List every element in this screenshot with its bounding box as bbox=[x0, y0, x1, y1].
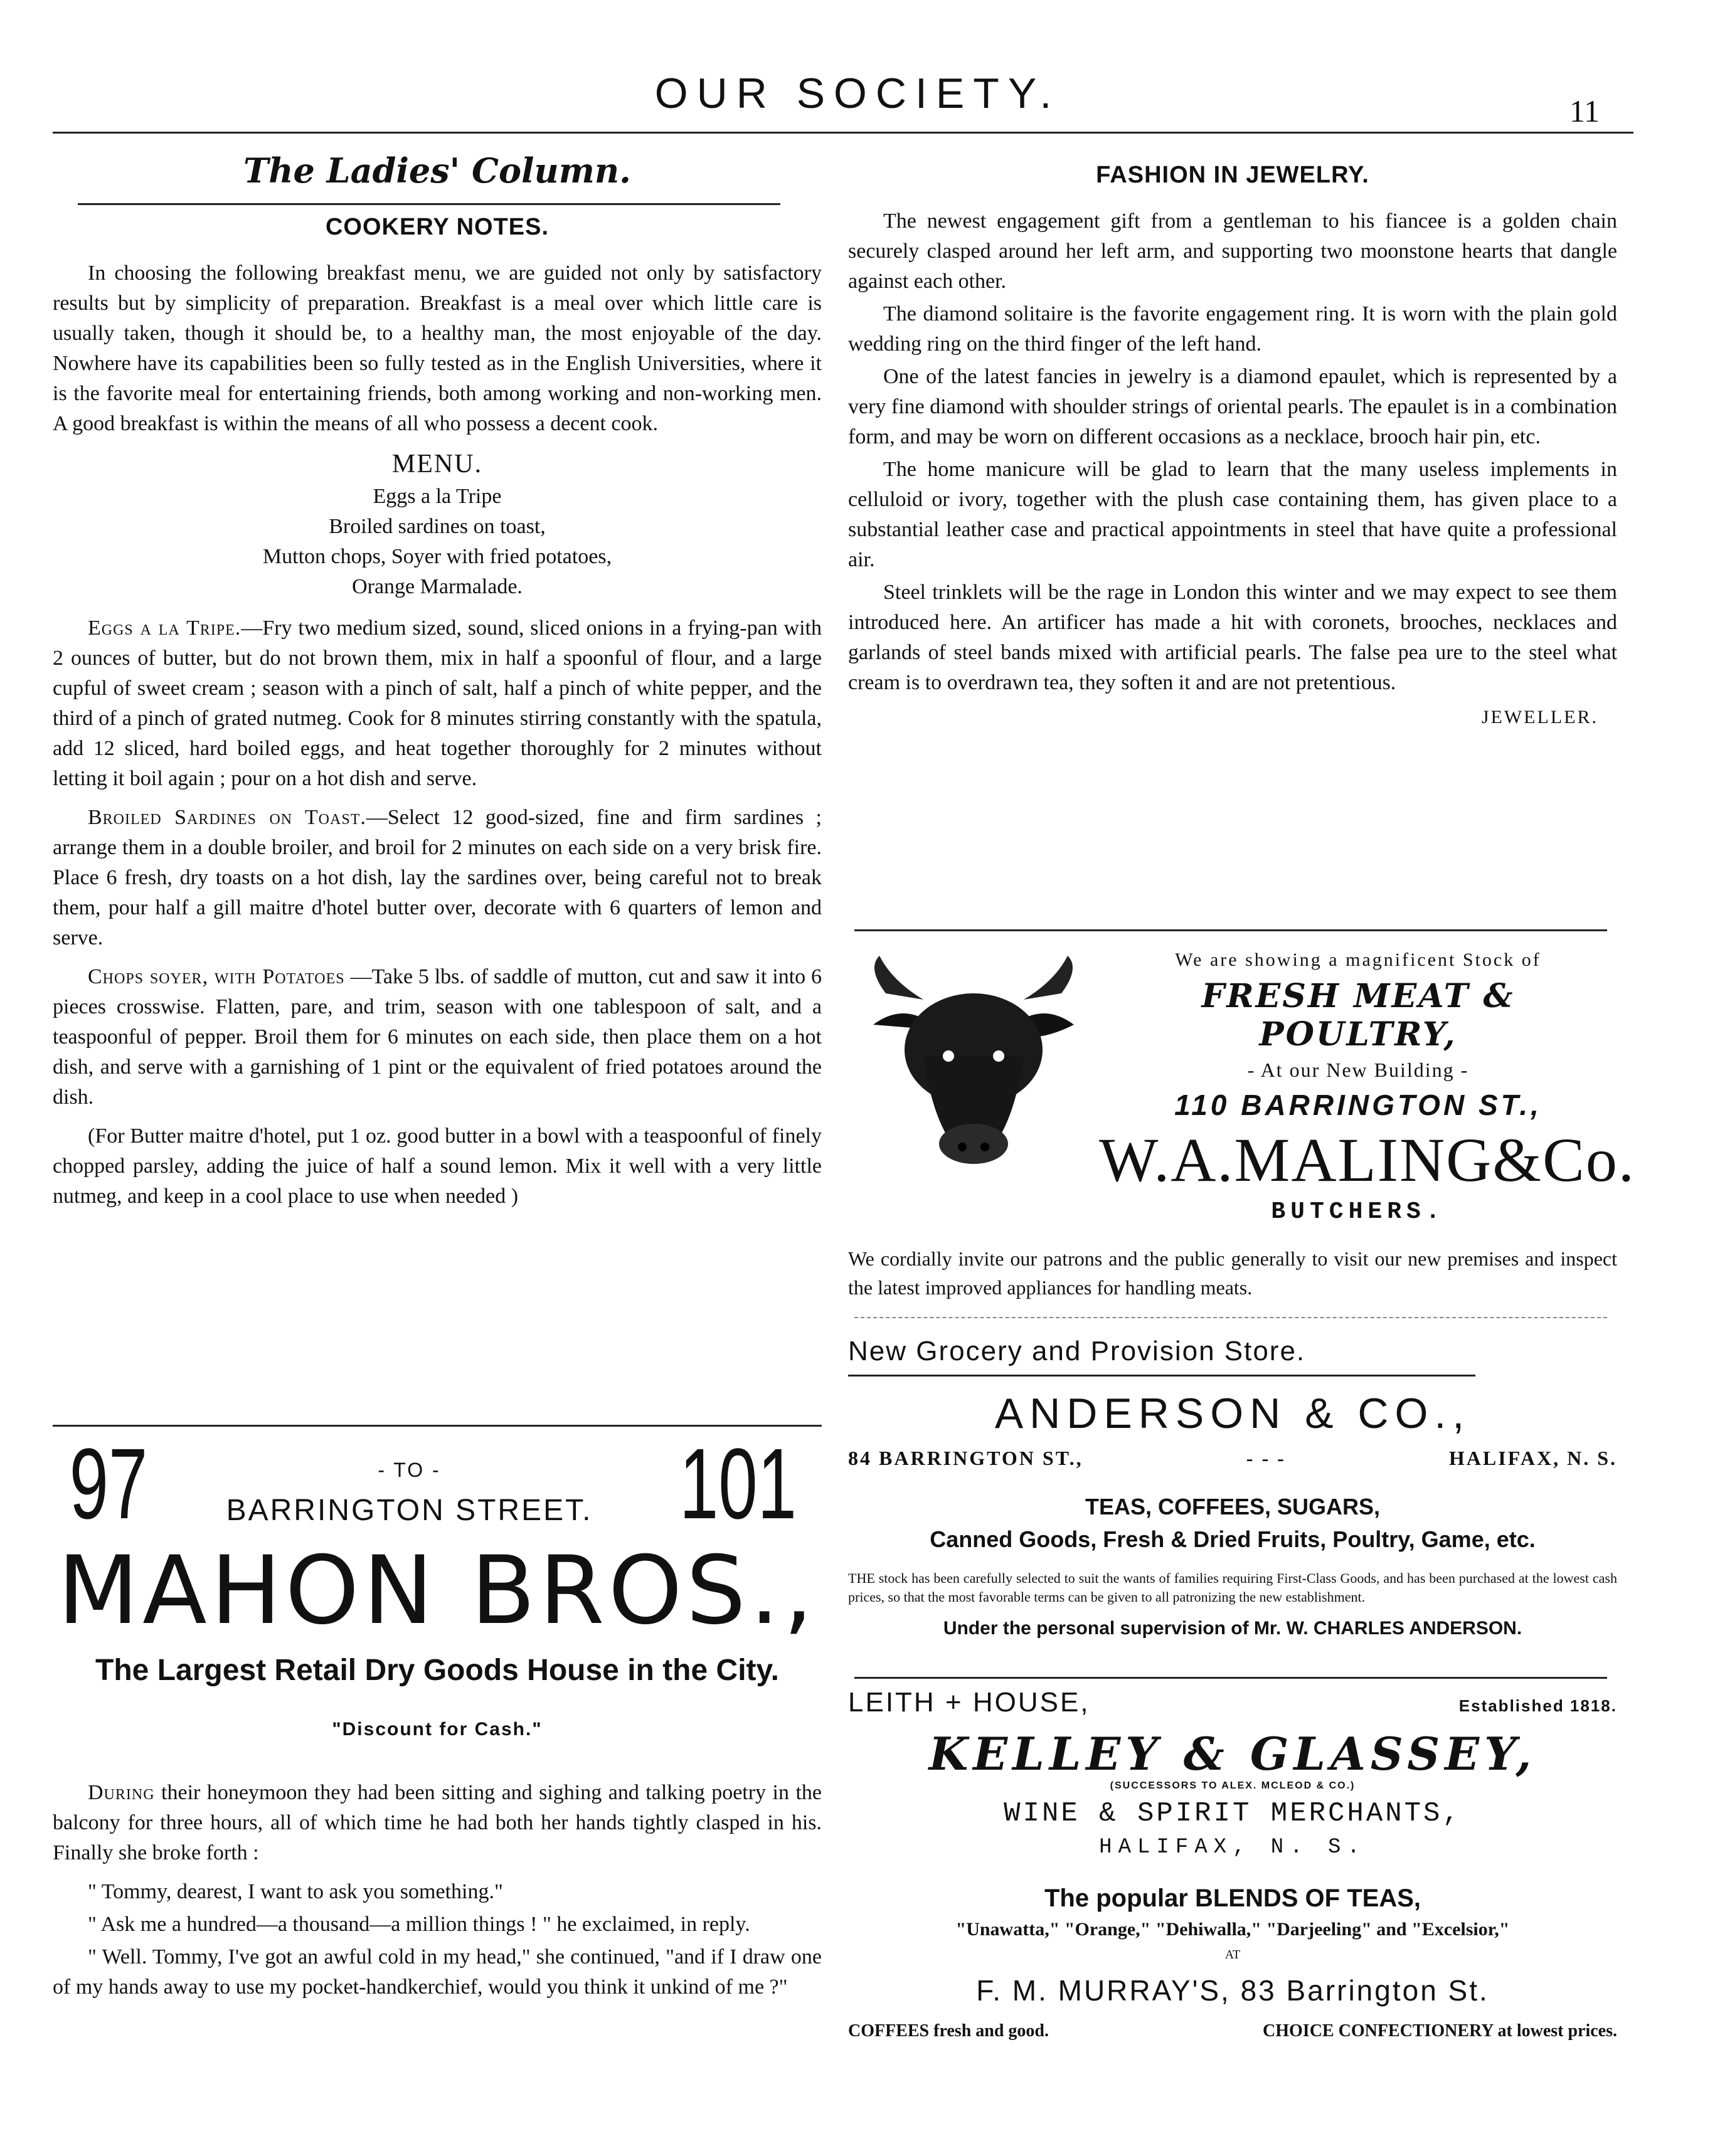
anderson-city: HALIFAX, N. S. bbox=[1448, 1447, 1617, 1469]
anderson-dashes: - - - bbox=[1246, 1447, 1286, 1469]
jeweller-signoff: JEWELLER. bbox=[1481, 707, 1598, 727]
recipe-chops bbox=[53, 962, 822, 1112]
fashion-paragraph: The diamond solitaire is the favorite engagement ring. It is worn with the plain gold wedding ring on the third finger of the left hand. bbox=[848, 302, 1617, 356]
kelley-trade: WINE & SPIRIT MERCHANTS, bbox=[1004, 1798, 1462, 1829]
anderson-street: 84 BARRINGTON ST., bbox=[848, 1447, 1083, 1469]
story-lead-text: their honeymoon they had been sitting and sighing and talking poetry in the balcony for three hours, all of which time he had both her hands tightly clasped in his. Finally she broke forth : bbox=[53, 1781, 822, 1864]
recipe-title: Eggs a la Tripe. bbox=[88, 616, 242, 640]
street-name: BARRINGTON STREET. bbox=[226, 1494, 593, 1527]
menu-item: Broiled sardines on toast, bbox=[329, 515, 546, 538]
mahon-tagline: The Largest Retail Dry Goods House in the City. bbox=[95, 1654, 779, 1687]
murray-address: F. M. MURRAY'S, 83 Barrington St. bbox=[976, 1974, 1489, 2007]
left-column bbox=[53, 151, 822, 1220]
confectionery-line: CHOICE CONFECTIONERY at lowest prices. bbox=[1263, 2021, 1617, 2041]
street-number-left: 97 bbox=[69, 1427, 148, 1540]
bull-head-icon bbox=[861, 956, 1086, 1169]
maling-address: 110 BARRINGTON ST., bbox=[1174, 1089, 1542, 1121]
anderson-heading: New Grocery and Provision Store. bbox=[848, 1336, 1306, 1366]
maling-name: W.A.MALING&Co. bbox=[1099, 1125, 1635, 1195]
masthead-rule bbox=[53, 132, 1633, 134]
leith-house-ad bbox=[848, 1687, 1617, 2041]
menu-item: Eggs a la Tripe bbox=[373, 485, 502, 508]
butter-note: (For Butter maitre d'hotel, put 1 oz. good butter in a bowl with a teaspoonful of finely chopped parsley, adding the juice of half a sound lemon. Mix it well with a very little nutmeg, and keep in a cool place to use when needed ) bbox=[53, 1124, 822, 1208]
anderson-address bbox=[848, 1447, 1617, 1470]
maling-product: FRESH MEAT & POULTRY, bbox=[1201, 977, 1515, 1054]
story-line: " Well. Tommy, I've got an awful cold in my head," she continued, "and if I draw one of my hands away to use my pocket-handkerchief, would you think it unkind of me ?" bbox=[53, 1945, 822, 1999]
masthead: OUR SOCIETY. bbox=[654, 70, 1061, 117]
maling-intro: We are showing a magnificent Stock of bbox=[1175, 949, 1541, 970]
left-column-rule bbox=[53, 1425, 822, 1427]
maling-text bbox=[1099, 949, 1635, 1225]
coffees-line: COFFEES fresh and good. bbox=[848, 2021, 1049, 2041]
popular-blends: The popular BLENDS OF TEAS, bbox=[1044, 1884, 1421, 1912]
fashion-paragraph: Steel trinklets will be the rage in London this winter and we may expect to see them introduced here. An artificer has made a hit with coronets, brooches, necklaces and garlands of steel bands mixed with artificial pearls. The false pea ure to the steel what cream is to overdrawn tea, they soften it and are not pretentious. bbox=[848, 581, 1617, 694]
anderson-line2: Canned Goods, Fresh & Dried Fruits, Poultry, Game, etc. bbox=[930, 1526, 1536, 1552]
recipe-title: Chops soyer, with Potatoes bbox=[88, 965, 345, 988]
recipe-sardines bbox=[53, 803, 822, 953]
recipe-text: —Select 12 good-sized, fine and firm sardines ; arrange them in a double broiler, and broil for 2 minutes on each side on a very brisk fire. Place 6 fresh, dry toasts on a hot dish, lay the sardines over, being careful not to break them, pour half a gill maitre d'hotel butter over, decorate with 6 quarters of lemon and serve. bbox=[53, 806, 822, 949]
leith-house: LEITH + HOUSE, bbox=[848, 1687, 1090, 1718]
maling-at: - At our New Building - bbox=[1247, 1059, 1469, 1081]
address-middle bbox=[226, 1459, 593, 1528]
anderson-rule bbox=[848, 1375, 1475, 1377]
murray-footer bbox=[848, 2021, 1617, 2041]
mahon-bros-name: MAHON BROS., bbox=[57, 1536, 817, 1646]
recipe-eggs bbox=[53, 613, 822, 794]
to-label: - TO - bbox=[378, 1459, 441, 1481]
kelley-city: HALIFAX, N. S. bbox=[1099, 1836, 1366, 1859]
ladies-column-title: The Ladies' Column. bbox=[243, 151, 631, 191]
maling-body: We cordially invite our patrons and the public generally to visit our new premises and inspect the latest improved appliances for handling meats. bbox=[848, 1247, 1617, 1299]
at-label: AT bbox=[1224, 1948, 1241, 1962]
right-column bbox=[848, 151, 1617, 728]
menu-title: MENU. bbox=[391, 450, 483, 478]
leith-header bbox=[848, 1687, 1617, 1718]
story-lead: During bbox=[88, 1781, 155, 1804]
anderson-line1: TEAS, COFFEES, SUGARS, bbox=[1085, 1494, 1381, 1519]
fashion-paragraph: The home manicure will be glad to learn that the many useless implements in celluloid or ivory, together with the plush case containing them, has given place to a substantial leather case and practical appointments in steel that have quite a professional air. bbox=[848, 458, 1617, 571]
recipe-title: Broiled Sardines on Toast. bbox=[88, 806, 366, 829]
right-rule-2 bbox=[854, 1317, 1607, 1318]
blend-names: "Unawatta," "Orange," "Dehiwalla," "Darjeeling" and "Excelsior," bbox=[955, 1919, 1510, 1940]
discount-line: "Discount for Cash." bbox=[332, 1719, 543, 1740]
maling-trade: BUTCHERS. bbox=[1271, 1198, 1445, 1225]
leith-established: Established 1818. bbox=[1458, 1696, 1617, 1715]
mahon-bros-ad bbox=[53, 1427, 822, 2011]
cookery-heading: COOKERY NOTES. bbox=[325, 214, 550, 240]
right-rule-1 bbox=[854, 929, 1607, 931]
menu-item: Mutton chops, Soyer with fried potatoes, bbox=[262, 545, 612, 568]
page-number: 11 bbox=[1569, 93, 1600, 129]
fashion-heading: FASHION IN JEWELRY. bbox=[1096, 162, 1369, 188]
anderson-ad bbox=[848, 1329, 1617, 1639]
story-line: " Tommy, dearest, I want to ask you something." bbox=[88, 1880, 503, 1903]
fashion-paragraph: One of the latest fancies in jewelry is a diamond epaulet, which is represented by a very fine diamond with shoulder strings of oriental pearls. The epaulet is in a combination form, and may be worn on different occasions as a necklace, brooch hair pin, etc. bbox=[848, 365, 1617, 448]
address-row bbox=[53, 1427, 822, 1540]
right-rule-3 bbox=[854, 1677, 1607, 1679]
fashion-paragraph: The newest engagement gift from a gentleman to his fiancee is a golden chain securely clasped around her left arm, and supporting two moonstone hearts that dangle against each other. bbox=[848, 209, 1617, 293]
title-rule bbox=[78, 203, 780, 205]
menu-item: Orange Marmalade. bbox=[352, 575, 523, 598]
story-line: " Ask me a hundred—a thousand—a million things ! " he exclaimed, in reply. bbox=[88, 1913, 750, 1936]
honeymoon-story bbox=[53, 1778, 822, 1868]
maling-ad bbox=[848, 943, 1635, 1319]
recipe-text: —Fry two medium sized, sound, sliced onions in a frying-pan with 2 ounces of butter, but do not brown them, mix in half a spoonful of flour, and a large cupful of sweet cream ; season with a pinch of salt, half a pinch of white pepper, and the third of a pinch of grated nutmeg. Cook for 8 minutes stirring constantly with the spatula, add 12 sliced, hard boiled eggs, and heat together thoroughly for 2 minutes without letting it boil again ; pour on a hot dish and serve. bbox=[53, 616, 822, 790]
recipe-text: —Take 5 lbs. of saddle of mutton, cut and saw it into 6 pieces crosswise. Flatten, pare, and trim, season with one tablespoon of salt, and a teaspoonful of pepper. Broil them for 6 minutes on each side, then place them on a hot dish, and serve with a garnishing of 1 pint or the equivalent of fried potatoes around the dish. bbox=[53, 965, 822, 1109]
kelley-glassey-name: KELLEY & GLASSEY, bbox=[928, 1727, 1537, 1780]
anderson-supervision: Under the personal supervision of Mr. W. CHARLES ANDERSON. bbox=[943, 1618, 1522, 1639]
anderson-name: ANDERSON & CO., bbox=[994, 1390, 1471, 1437]
kelley-successors: (SUCCESSORS TO ALEX. MCLEOD & CO.) bbox=[1110, 1780, 1356, 1791]
cookery-intro: In choosing the following breakfast menu, we are guided not only by satisfactory results but by simplicity of preparation. Breakfast is a meal over which little care is usually taken, though it should be, to a healthy man, the most enjoyable of the day. Nowhere have its capabilities been so fully tested as in the English Universities, where it is the favorite meal for entertaining friends, both among working and non-working men. A good breakfast is within the means of all who possess a decent cook. bbox=[53, 262, 822, 435]
street-number-right: 101 bbox=[679, 1427, 797, 1540]
anderson-small-print: THE stock has been carefully selected to suit the wants of families requiring First-Class Goods, and has been purchased at the lowest cash prices, so that the most favorable terms can be given to all patronizing the new establishment. bbox=[848, 1570, 1617, 1605]
